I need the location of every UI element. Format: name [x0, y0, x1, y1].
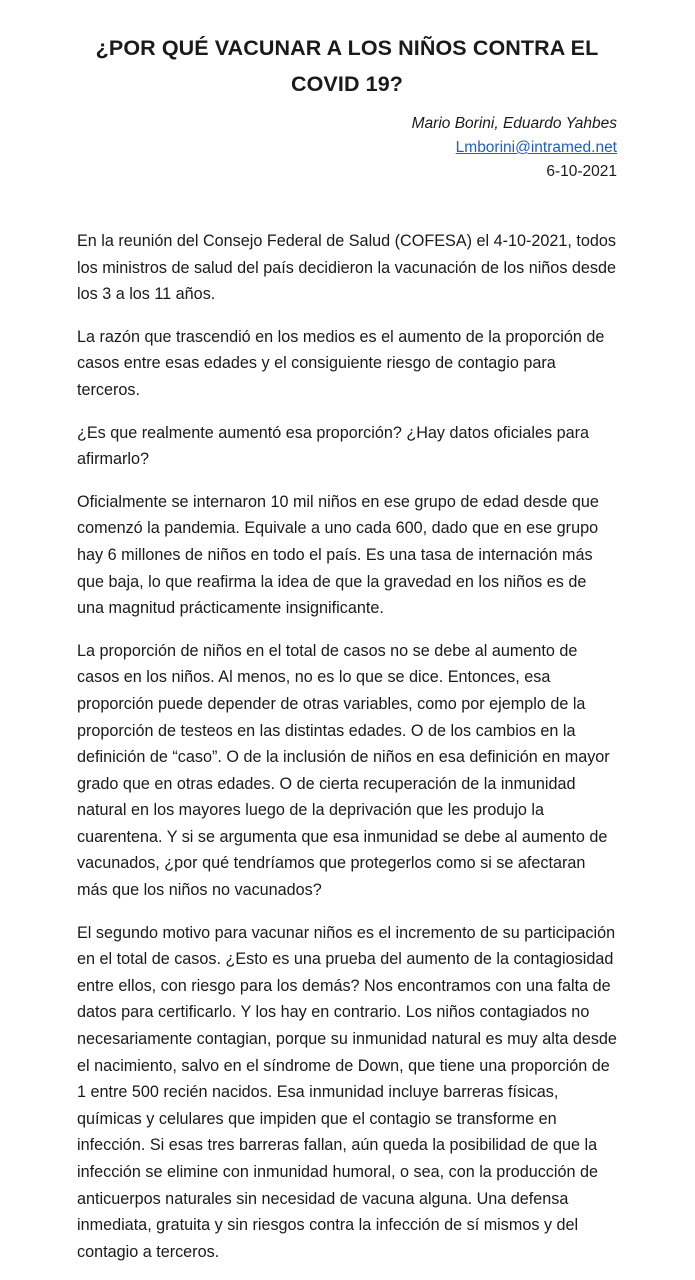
document-body: [77, 228, 617, 1265]
paragraph: El segundo motivo para vacunar niños es el incremento de su participación en el total de casos. ¿Esto es una prueba del aumento de la contagiosidad entre ellos, con riesgo para los demás? Nos encontramos con una falta de datos para certificarlo. Y los hay en contrario. Los niños contagiados no necesariamente contagian, porque su inmunidad natural es muy alta desde el nacimiento, salvo en el síndrome de Down, que tiene una proporción de 1 entre 500 recién nacidos. Esa inmunidad incluye barreras físicas, químicas y celulares que impiden que el contagio se transforme en infección. Si esas tres barreras fallan, aún queda la posibilidad de que la infección se elimine con inmunidad humoral, o sea, con la producción de anticuerpos naturales sin necesidad de vacuna alguna. Una defensa inmediata, gratuita y sin riesgos contra la infección de sí mismos y del contagio a terceros.: [77, 923, 617, 1261]
document-title: ¿POR QUÉ VACUNAR A LOS NIÑOS CONTRA EL COVID 19?: [95, 36, 599, 96]
paragraph: ¿Es que realmente aumentó esa proporción? ¿Hay datos oficiales para afirmarlo?: [77, 423, 589, 469]
paragraph: La razón que trascendió en los medios es el aumento de la proporción de casos entre esas edades y el consiguiente riesgo de contagio para terceros.: [77, 327, 605, 399]
authors: Mario Borini, Eduardo Yahbes: [411, 115, 617, 132]
paragraph: La proporción de niños en el total de casos no se debe al aumento de casos en los niños. Al menos, no es lo que se dice. Entonces, esa proporción puede depender de otras variables, como por ejemplo de la proporción de testeos en las distintas edades. O de los cambios en la definición de “caso”. O de la inclusión de niños en esa definición en mayor grado que en otras edades. O de cierta recuperación de la inmunidad natural en los mayores luego de la deprivación que les produjo la cuarentena. Y si se argumenta que esa inmunidad se debe al aumento de vacunados, ¿por qué tendríamos que protegerlos como si se afectaran más que los niños no vacunados?: [77, 641, 610, 900]
byline: [77, 112, 617, 184]
paragraph: En la reunión del Consejo Federal de Salud (COFESA) el 4-10-2021, todos los ministros de salud del país decidieron la vacunación de los niños desde los 3 a los 11 años.: [77, 232, 617, 304]
author-email-link[interactable]: Lmborini@intramed.net: [455, 139, 617, 156]
paragraph: Oficialmente se internaron 10 mil niños en ese grupo de edad desde que comenzó la pandemia. Equivale a uno cada 600, dado que en ese grupo hay 6 millones de niños en todo el país. Es una tasa de internación más que baja, lo que reafirma la idea de que la gravedad en los niños es de una magnitud prácticamente insignificante.: [77, 492, 599, 618]
publication-date: 6-10-2021: [546, 163, 617, 180]
